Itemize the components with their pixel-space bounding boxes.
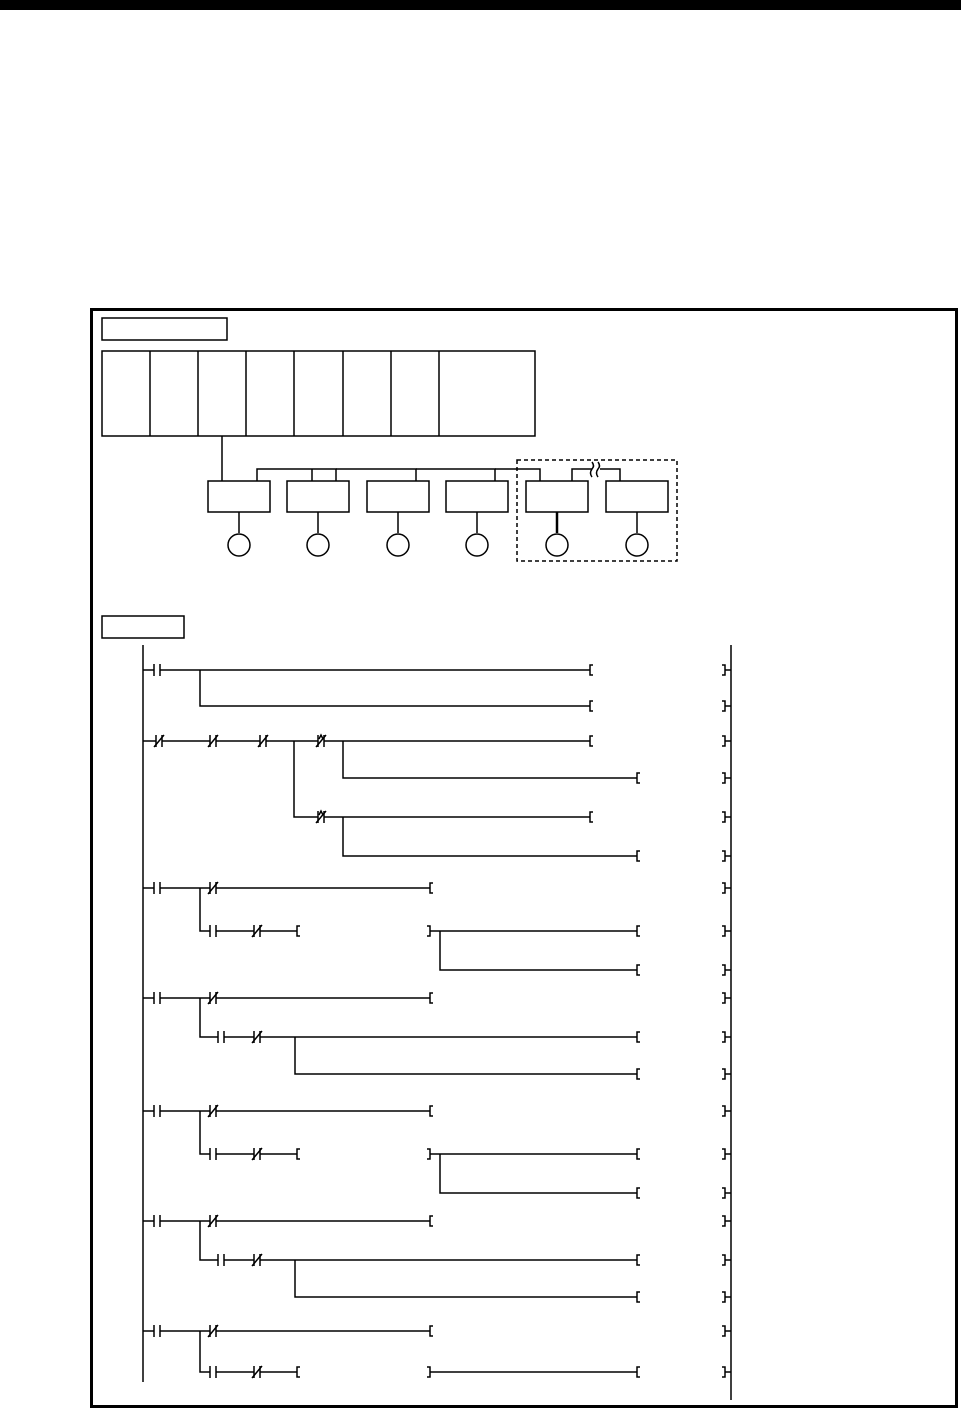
pulse-contact-icon bbox=[319, 735, 323, 739]
servo-amplifier-box bbox=[208, 481, 270, 512]
coil-left-bracket bbox=[637, 926, 640, 936]
coil-right-bracket bbox=[722, 736, 725, 746]
coil-left-bracket bbox=[590, 736, 593, 746]
servo-amplifier-box bbox=[606, 481, 668, 512]
coil-right-bracket bbox=[722, 1367, 725, 1377]
coil-left-bracket bbox=[637, 1188, 640, 1198]
coil-left-bracket bbox=[590, 665, 593, 675]
pulse-contact-icon bbox=[319, 811, 323, 815]
coil-left-bracket bbox=[297, 926, 300, 936]
coil-left-bracket bbox=[637, 1255, 640, 1265]
coil-right-bracket bbox=[722, 1326, 725, 1336]
system-configuration bbox=[102, 318, 677, 561]
ladder-wire bbox=[440, 1154, 637, 1193]
ladder-wire bbox=[294, 741, 318, 817]
servo-motor-icon bbox=[387, 534, 409, 556]
coil-left-bracket bbox=[430, 993, 433, 1003]
coil-right-bracket bbox=[722, 1069, 725, 1079]
coil-right-bracket bbox=[722, 1255, 725, 1265]
coil-left-bracket bbox=[637, 965, 640, 975]
coil-right-bracket bbox=[722, 1188, 725, 1198]
ladder-wire bbox=[200, 1111, 210, 1154]
coil-left-bracket bbox=[297, 1367, 300, 1377]
coil-left-bracket bbox=[637, 773, 640, 783]
servo-motor-icon bbox=[466, 534, 488, 556]
coil-right-bracket bbox=[722, 883, 725, 893]
coil-right-bracket bbox=[722, 701, 725, 711]
coil-right-bracket bbox=[722, 851, 725, 861]
coil-left-bracket bbox=[637, 1367, 640, 1377]
coil-left-bracket bbox=[430, 883, 433, 893]
coil-right-bracket bbox=[427, 1367, 430, 1377]
coil-left-bracket bbox=[590, 701, 593, 711]
plc-rack bbox=[102, 351, 535, 436]
coil-right-bracket bbox=[722, 665, 725, 675]
coil-right-bracket bbox=[722, 1106, 725, 1116]
coil-right-bracket bbox=[722, 1216, 725, 1226]
coil-left-bracket bbox=[430, 1216, 433, 1226]
plc-rack-frame bbox=[102, 351, 535, 436]
coil-left-bracket bbox=[430, 1106, 433, 1116]
servo-amplifier-box bbox=[367, 481, 429, 512]
coil-right-bracket bbox=[722, 926, 725, 936]
coil-right-bracket bbox=[427, 926, 430, 936]
ladder-wire bbox=[295, 1260, 637, 1297]
servo-amplifier-box bbox=[526, 481, 588, 512]
cable-break-mark bbox=[591, 462, 600, 477]
network-cable bbox=[222, 436, 620, 481]
coil-left-bracket bbox=[637, 1292, 640, 1302]
coil-left-bracket bbox=[637, 1069, 640, 1079]
coil-right-bracket bbox=[722, 773, 725, 783]
program-label-box bbox=[102, 616, 184, 638]
coil-right-bracket bbox=[722, 1149, 725, 1159]
ladder-wire bbox=[295, 1037, 637, 1074]
servo-motor-icon bbox=[626, 534, 648, 556]
rungs bbox=[143, 664, 731, 1378]
coil-right-bracket bbox=[722, 1032, 725, 1042]
coil-right-bracket bbox=[722, 965, 725, 975]
coil-left-bracket bbox=[430, 1326, 433, 1336]
coil-right-bracket bbox=[722, 812, 725, 822]
ladder-wire bbox=[343, 817, 637, 856]
ladder-wire bbox=[200, 888, 210, 931]
servo-amplifier-box bbox=[287, 481, 349, 512]
coil-left-bracket bbox=[637, 1032, 640, 1042]
coil-left-bracket bbox=[637, 1149, 640, 1159]
servo-motor-icon bbox=[228, 534, 250, 556]
servo-stations bbox=[208, 481, 668, 556]
servo-motor-icon bbox=[546, 534, 568, 556]
coil-left-bracket bbox=[590, 812, 593, 822]
coil-left-bracket bbox=[297, 1149, 300, 1159]
servo-amplifier-box bbox=[446, 481, 508, 512]
ladder-program bbox=[102, 616, 731, 1400]
servo-motor-icon bbox=[307, 534, 329, 556]
ladder-wire bbox=[440, 931, 637, 970]
coil-right-bracket bbox=[722, 993, 725, 1003]
coil-left-bracket bbox=[637, 851, 640, 861]
system-config-label-box bbox=[102, 318, 227, 340]
ladder-wire bbox=[200, 670, 590, 706]
coil-right-bracket bbox=[722, 1292, 725, 1302]
coil-right-bracket bbox=[427, 1149, 430, 1159]
